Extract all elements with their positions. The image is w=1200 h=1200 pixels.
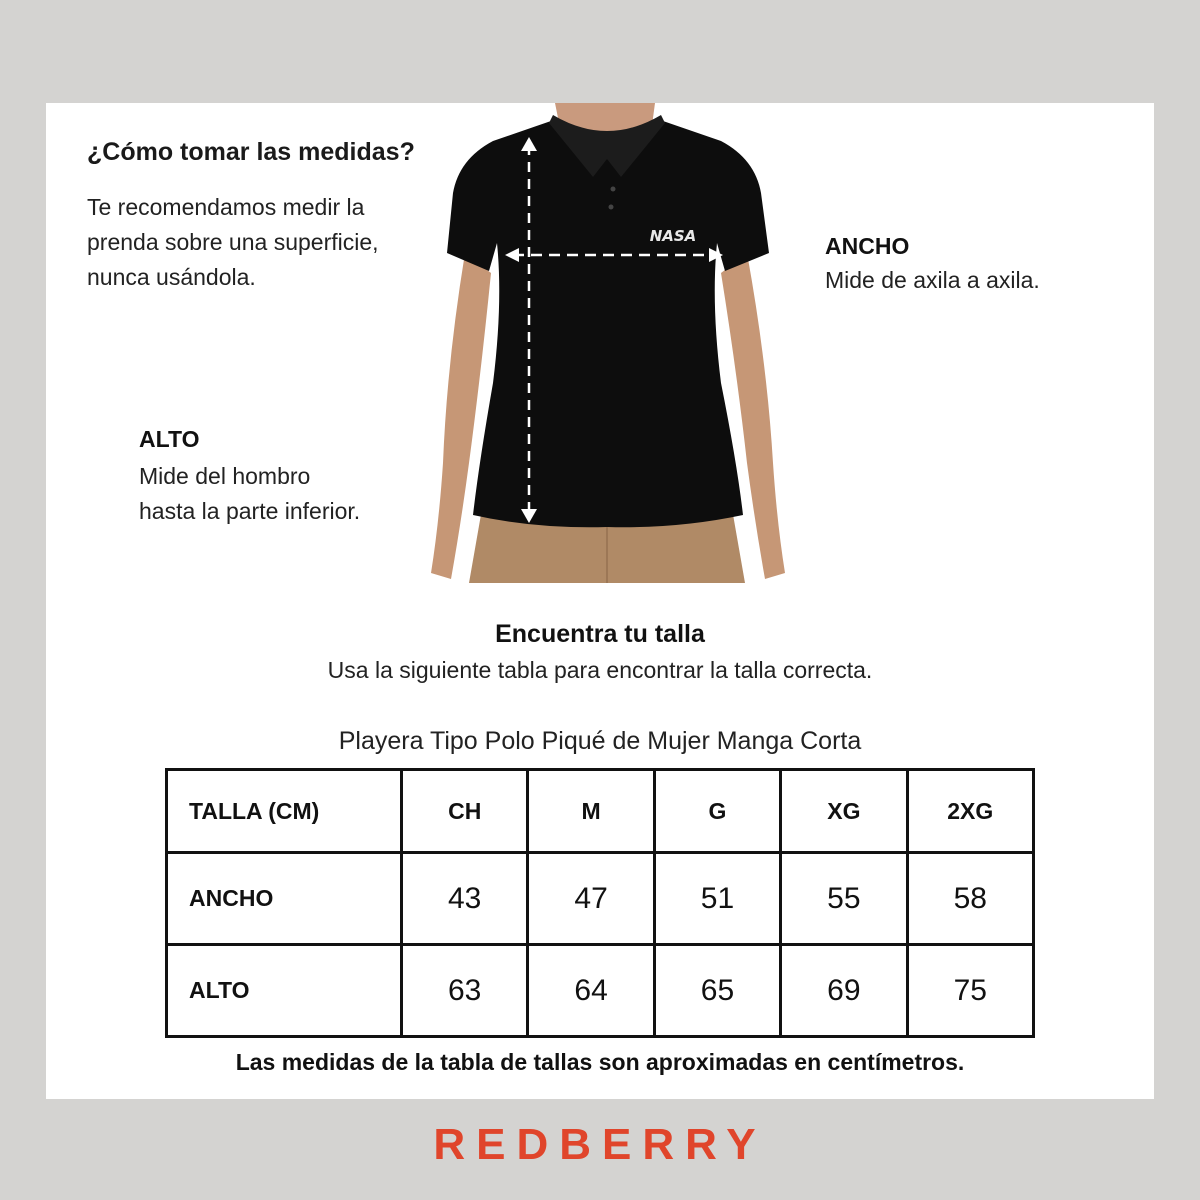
row-label: ANCHO [167, 853, 402, 945]
ancho-title: ANCHO [825, 233, 910, 259]
alto-title: ALTO [139, 426, 200, 452]
table-cell: 69 [781, 945, 907, 1037]
table-row [167, 945, 1034, 1037]
size-header-cell: M [528, 770, 654, 853]
table-cell: 63 [402, 945, 528, 1037]
alto-description-line-1: Mide del hombro [139, 463, 311, 489]
size-header-cell: CH [402, 770, 528, 853]
find-size-title: Encuentra tu talla [495, 620, 705, 648]
table-cell: 55 [781, 853, 907, 945]
find-size-text: Usa la siguiente tabla para encontrar la talla correcta. [327, 657, 873, 683]
size-header-cell: 2XG [907, 770, 1033, 853]
table-cell: 58 [907, 853, 1033, 945]
size-header-cell: XG [781, 770, 907, 853]
table-cell: 47 [528, 853, 654, 945]
model-shirt [447, 121, 769, 527]
size-table-header-row [167, 770, 1034, 853]
model-photo [425, 103, 789, 583]
ancho-description: Mide de axila a axila. [825, 267, 1040, 293]
table-cell: 64 [528, 945, 654, 1037]
size-table [165, 768, 1035, 1038]
table-cell: 75 [907, 945, 1033, 1037]
measurement-note: Las medidas de la tabla de tallas son aproximadas en centímetros. [235, 1049, 965, 1075]
table-cell: 51 [654, 853, 780, 945]
measure-title: ¿Cómo tomar las medidas? [87, 138, 415, 166]
measure-instructions: Te recomendamos medir la prenda sobre una superficie, nunca usándola. [87, 194, 379, 290]
table-cell: 43 [402, 853, 528, 945]
size-header-cell: G [654, 770, 780, 853]
table-row [167, 853, 1034, 945]
brand-logo: REDBERRY [433, 1120, 767, 1169]
size-header-cell: TALLA (CM) [167, 770, 402, 853]
row-label: ALTO [167, 945, 402, 1037]
alto-description-line-2: hasta la parte inferior. [139, 498, 361, 524]
size-table-caption: Playera Tipo Polo Piqué de Mujer Manga Corta [338, 727, 862, 755]
table-cell: 65 [654, 945, 780, 1037]
nasa-logo: NASA [649, 227, 697, 245]
alto-description [139, 459, 419, 529]
